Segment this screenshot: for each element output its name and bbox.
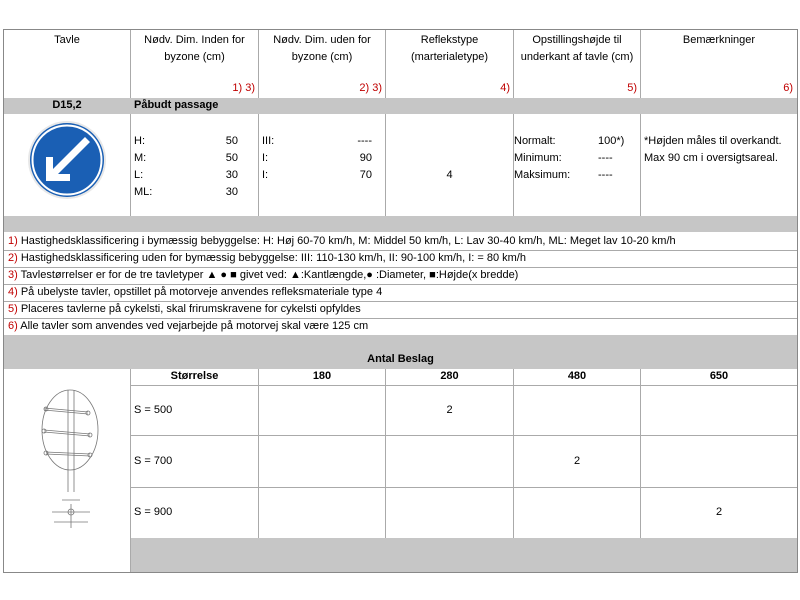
header-dim-outside: Nødv. Dim. uden for byzone (cm) xyxy=(273,34,371,63)
bottom-band xyxy=(130,538,797,572)
header-note-4: 4) xyxy=(500,82,510,94)
dims-outside-list xyxy=(262,133,372,184)
dim-row: III: ---- xyxy=(262,135,372,147)
beslag-col-header: 650 xyxy=(709,370,729,382)
beslag-row-label: S = 700 xyxy=(134,455,173,467)
header-tavle: Tavle xyxy=(54,34,80,46)
beslag-col-header: 280 xyxy=(440,370,459,382)
beslag-row-label: S = 900 xyxy=(134,506,173,518)
header-dim-inside: Nødv. Dim. Inden for byzone (cm) xyxy=(144,34,245,63)
footnote-1: 1) Hastighedsklassificering i bymæssig bebyggelse: H: Høj 60-70 km/h, M: Middel 50 km/h, L: Lav 30-40 km/h, ML: Meget lav 10-20 km/h xyxy=(8,235,676,247)
header-remarks: Bemærkninger xyxy=(682,34,756,46)
spacer-row xyxy=(4,216,797,232)
beslag-cell: 2 xyxy=(573,455,581,467)
reflex-type-value: 4 xyxy=(446,169,453,181)
footnote-4: 4) På ubelyste tavler, opstillet på motorveje anvendes refleksmateriale type 4 xyxy=(8,286,383,298)
beslag-col-header: 480 xyxy=(567,370,587,382)
header-note-2-3: 2) 3) xyxy=(359,82,382,94)
beslag-cell: 2 xyxy=(446,404,453,416)
dim-row: I: 70 xyxy=(262,169,372,181)
dim-row: ML: 30 xyxy=(134,186,238,198)
sign-name: Påbudt passage xyxy=(134,99,219,111)
height-row: Maksimum: ---- xyxy=(514,169,613,181)
mount-heights-list xyxy=(514,133,626,184)
beslag-col-header: 180 xyxy=(312,370,332,382)
header-reflex-type: Reflekstype (marterialetype) xyxy=(410,34,489,63)
header-mount-height: Opstillingshøjde til underkant af tavle (cm) xyxy=(520,34,634,63)
remarks-text: *Højden måles til overkandt. Max 90 cm i oversigtsareal. xyxy=(644,135,782,164)
dim-row: H: 50 xyxy=(134,135,238,147)
dim-row: L: 30 xyxy=(134,169,238,181)
footnote-2: 2) Hastighedsklassificering uden for bymæssig bebyggelse: III: 110-130 km/h, II: 90-100 km/h, I: = 80 km/h xyxy=(8,252,526,264)
dims-inside-list xyxy=(134,133,238,201)
footnote-5: 5) Placeres tavlerne på cykelsti, skal frirumskravene for cykelsti opfyldes xyxy=(8,303,361,315)
header-note-1-3: 1) 3) xyxy=(232,82,255,94)
beslag-title: Antal Beslag xyxy=(367,353,434,365)
beslag-row-label: S = 500 xyxy=(134,404,173,416)
header-note-6: 6) xyxy=(783,82,793,94)
height-row: Normalt: 100*) xyxy=(514,135,625,147)
dim-row: I: 90 xyxy=(262,152,372,164)
dim-row: M: 50 xyxy=(134,152,238,164)
height-row: Minimum: ---- xyxy=(514,152,613,164)
footnote-3: 3) Tavlestørrelser er for de tre tavletyper ▲ ● ■ givet ved: ▲:Kantlængde,● :Diameter, ■:Højde(x bredde) xyxy=(8,269,519,281)
beslag-cell: 2 xyxy=(715,506,723,518)
sign-code: D15,2 xyxy=(52,99,82,111)
mandatory-passage-sign-icon xyxy=(27,120,107,200)
sign-spec-sheet xyxy=(3,29,798,573)
header-note-5: 5) xyxy=(627,82,637,94)
footnote-6: 6) Alle tavler som anvendes ved vejarbejde på motorvej skal være 125 cm xyxy=(8,320,369,332)
size-column-header: Størrelse xyxy=(170,370,219,382)
mounting-bracket-diagram-icon xyxy=(32,382,104,532)
